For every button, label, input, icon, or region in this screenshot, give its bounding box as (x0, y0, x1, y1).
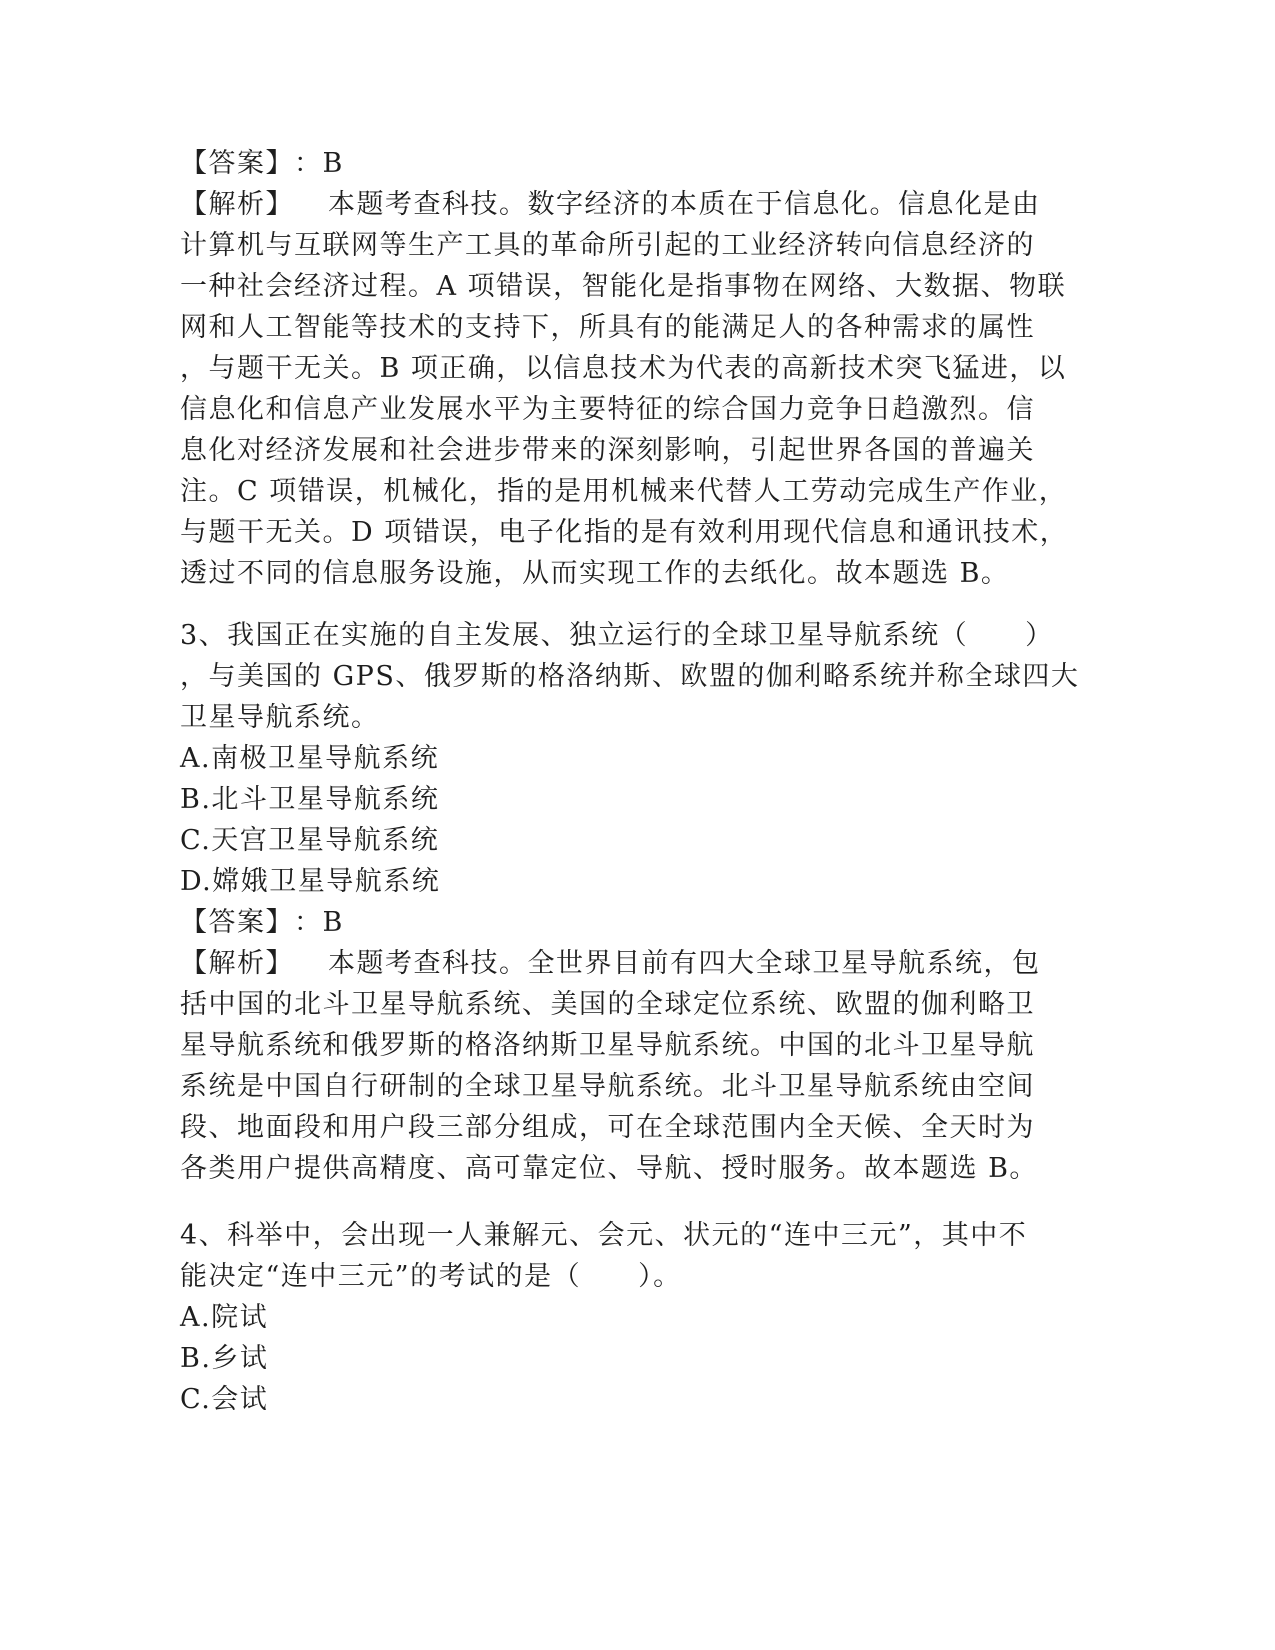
question-3-text: 3、我国正在实施的自主发展、独立运行的全球卫星导航系统（ ） (180, 620, 1054, 651)
question-3-text: 卫星导航系统。 (180, 702, 380, 733)
analysis-text-line: 网和人工智能等技术的支持下，所具有的能满足人的各种需求的属性 (180, 312, 1035, 343)
question-3-option-a: A.南极卫星导航系统 (180, 743, 440, 774)
question-3-option-c: C.天宫卫星导航系统 (180, 825, 440, 856)
answer-value: ：B (294, 907, 344, 938)
analysis-text-line: 一种社会经济过程。A 项错误，智能化是指事物在网络、大数据、物联 (180, 271, 1067, 302)
answer-label: 【答案】 (180, 907, 294, 938)
analysis-text-line: 透过不同的信息服务设施，从而实现工作的去纸化。故本题选 B。 (180, 558, 1010, 589)
analysis-text-line: 各类用户提供高精度、高可靠定位、导航、授时服务。故本题选 B。 (180, 1153, 1038, 1184)
question-3-text: ，与美国的 GPS、俄罗斯的格洛纳斯、欧盟的伽利略系统并称全球四大 (180, 661, 1080, 692)
question-3-option-d: D.嫦娥卫星导航系统 (180, 866, 441, 897)
analysis-label: 【解析】 (180, 948, 294, 979)
analysis-text-line: 息化对经济发展和社会进步带来的深刻影响，引起世界各国的普遍关 (180, 435, 1035, 466)
analysis-label: 【解析】 (180, 189, 294, 220)
analysis-text-line: 星导航系统和俄罗斯的格洛纳斯卫星导航系统。中国的北斗卫星导航 (180, 1030, 1035, 1061)
question-4-text: 4、科举中，会出现一人兼解元、会元、状元的“连中三元”，其中不 (180, 1220, 1028, 1251)
analysis-line (180, 188, 1040, 222)
analysis-text-line: 括中国的北斗卫星导航系统、美国的全球定位系统、欧盟的伽利略卫 (180, 989, 1035, 1020)
question-4-option-a: A.院试 (180, 1302, 269, 1333)
question-4-text: 能决定“连中三元”的考试的是（ ）。 (180, 1261, 682, 1292)
answer-label: 【答案】 (180, 148, 294, 179)
analysis-text-line: ，与题干无关。B 项正确，以信息技术为代表的高新技术突飞猛进，以 (180, 353, 1067, 384)
question-4-option-b: B.乡试 (180, 1343, 269, 1374)
analysis-text-line: 系统是中国自行研制的全球卫星导航系统。北斗卫星导航系统由空间 (180, 1071, 1035, 1102)
answer-value: ：B (294, 148, 344, 179)
analysis-text: 本题考查科技。全世界目前有四大全球卫星导航系统，包 (328, 948, 1041, 979)
analysis-text: 本题考查科技。数字经济的本质在于信息化。信息化是由 (328, 189, 1041, 220)
question-3-option-b: B.北斗卫星导航系统 (180, 784, 440, 815)
analysis-text-line: 注。C 项错误，机械化，指的是用机械来代替人工劳动完成生产作业， (180, 476, 1068, 507)
analysis-text-line: 段、地面段和用户段三部分组成，可在全球范围内全天候、全天时为 (180, 1112, 1035, 1143)
question-3-answer-line (180, 906, 1040, 940)
analysis-text-line: 信息化和信息产业发展水平为主要特征的综合国力竞争日趋激烈。信 (180, 394, 1035, 425)
question-4-option-c: C.会试 (180, 1384, 269, 1415)
answer-line (180, 147, 1040, 181)
question-3-analysis-line (180, 947, 1040, 981)
analysis-text-line: 计算机与互联网等生产工具的革命所引起的工业经济转向信息经济的 (180, 230, 1035, 261)
analysis-text-line: 与题干无关。D 项错误，电子化指的是有效利用现代信息和通讯技术， (180, 517, 1069, 548)
